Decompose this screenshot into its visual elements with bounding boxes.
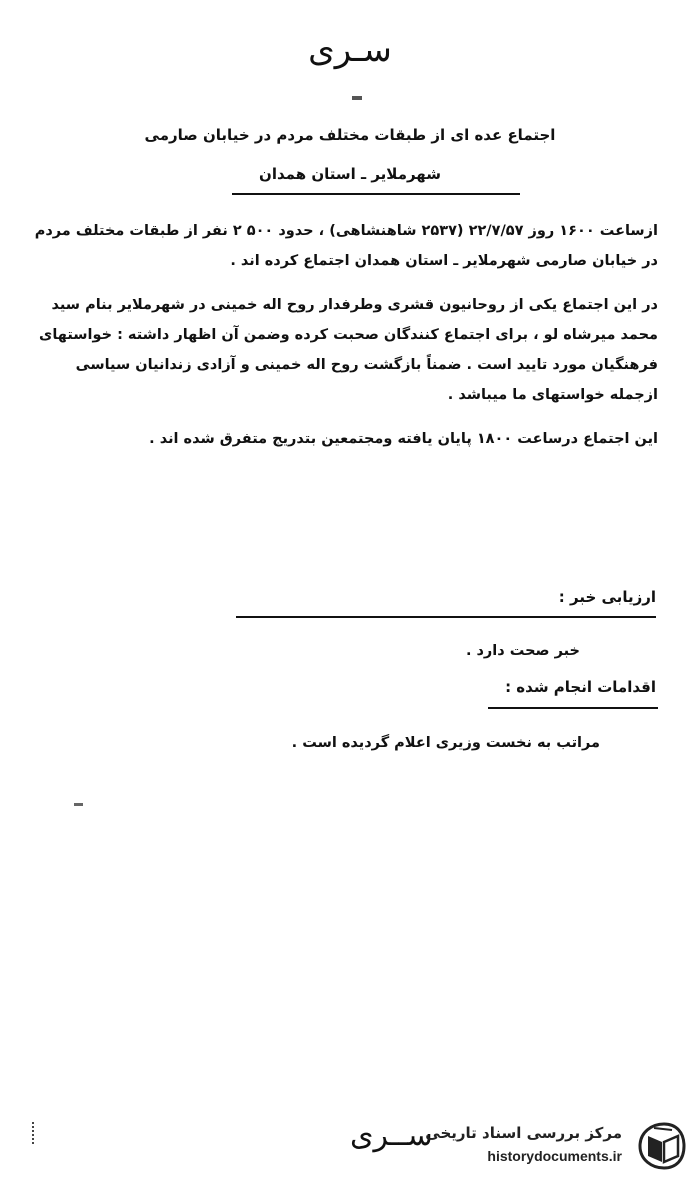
- document-subtitle: شهرملایر ـ استان همدان: [259, 165, 441, 183]
- classification-header: سـری: [308, 30, 392, 70]
- evaluation-text: خبر صحت دارد .: [465, 643, 580, 659]
- body-paragraph: این اجتماع درساعت ۱۸۰۰ پایان یافته ومجتمعین بتدریج متفرق شده اند .: [149, 431, 658, 447]
- edge-punch-mark: [32, 1122, 40, 1144]
- watermark-url: historydocuments.ir: [487, 1148, 622, 1164]
- subtitle-underline: [232, 193, 520, 195]
- evaluation-underline: [236, 616, 656, 618]
- header-dot-mark: [352, 96, 362, 100]
- watermark: [425, 1120, 692, 1172]
- actions-text: مراتب به نخست وزیری اعلام گردیده است .: [291, 735, 600, 751]
- book-logo-icon: [632, 1120, 688, 1172]
- classification-footer: ســری: [350, 1118, 433, 1153]
- body-paragraph: در این اجتماع یکی از روحانیون قشری وطرفدار روح اله خمینی در شهرملایر بنام سید محمد میرشاه لو ، برای اجتماع کنندگان صحبت کرده وضمن آن اظهار داشته : خواستهای فرهنگیان مورد تایید است . ضمناً بازگشت روح اله خمینی و آزادی زندانیان سیاسی ازجمله خواستهای ما میباشد .: [39, 297, 658, 403]
- stray-ink-mark: [74, 803, 83, 806]
- watermark-name: مرکز بررسی اسناد تاریخی: [425, 1124, 622, 1142]
- document-title: اجتماع عده ای از طبقات مختلف مردم در خیابان صارمی: [144, 126, 556, 144]
- report-body: [28, 216, 658, 454]
- actions-label: اقدامات انجام شده :: [505, 678, 656, 696]
- body-paragraph: ازساعت ۱۶۰۰ روز ۲۲/۷/۵۷ (۲۵۳۷ شاهنشاهی) ، حدود ۵۰۰ ۲ نفر از طبقات مختلف مردم در خیابان صارمی شهرملایر ـ استان همدان اجتماع کرده اند .: [34, 223, 658, 269]
- actions-underline: [488, 707, 658, 709]
- evaluation-label: ارزیابی خبر :: [558, 588, 656, 606]
